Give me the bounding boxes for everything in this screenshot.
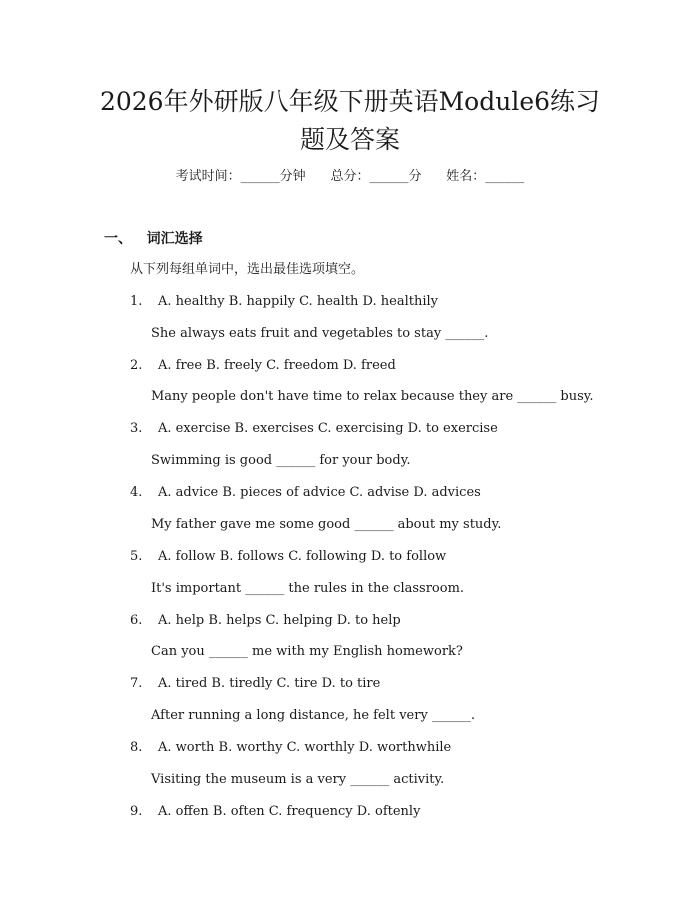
- question-sentence: After running a long distance, he felt very ______.: [151, 708, 476, 723]
- question-number: 9.: [130, 804, 143, 819]
- question-sentence: It's important ______ the rules in the classroom.: [151, 581, 465, 596]
- section-heading: [104, 229, 203, 249]
- question-number: 6.: [130, 613, 143, 628]
- question-number: 4.: [130, 485, 143, 500]
- section-number: 一、: [104, 231, 132, 247]
- question-options: [130, 547, 446, 567]
- question-sentence: Swimming is good ______ for your body.: [151, 453, 411, 468]
- question-options: [130, 674, 380, 694]
- document-title-line1: 2026年外研版八年级下册英语Module6练习: [99, 87, 601, 116]
- question-options-text: A. worth B. worthy C. worthly D. worthwhile: [158, 740, 452, 755]
- question-sentence: Many people don't have time to relax because they are ______ busy.: [151, 389, 594, 404]
- question-options: [130, 292, 438, 312]
- question-sentence: My father gave me some good ______ about my study.: [151, 517, 502, 532]
- question-options-text: A. advice B. pieces of advice C. advise D. advices: [158, 485, 481, 500]
- question-sentence: She always eats fruit and vegetables to stay ______.: [151, 326, 489, 341]
- question-options: [130, 738, 451, 758]
- exam-name-label: 姓名：______: [446, 169, 525, 184]
- question-number: 2.: [130, 358, 143, 373]
- question-options: [130, 802, 420, 822]
- question-number: 5.: [130, 549, 143, 564]
- question-number: 3.: [130, 421, 143, 436]
- question-options: [130, 483, 481, 503]
- question-options-text: A. help B. helps C. helping D. to help: [158, 613, 401, 628]
- question-options-text: A. tired B. tiredly C. tire D. to tire: [158, 676, 381, 691]
- question-options-text: A. follow B. follows C. following D. to follow: [158, 549, 447, 564]
- question-options-text: A. free B. freely C. freedom D. freed: [158, 358, 396, 373]
- question-options-text: A. healthy B. happily C. health D. healthily: [158, 294, 438, 309]
- question-options-text: A. offen B. often C. frequency D. oftenly: [158, 804, 421, 819]
- exam-meta: [0, 167, 700, 187]
- exam-score-label: 总分：______分: [330, 169, 422, 184]
- question-options: [130, 356, 396, 376]
- exam-time-label: 考试时间：______分钟: [175, 169, 306, 184]
- question-number: 7.: [130, 676, 143, 691]
- question-sentence: Can you ______ me with my English homework?: [151, 644, 463, 659]
- document-title-line2: 题及答案: [299, 125, 400, 154]
- question-options: [130, 419, 498, 439]
- question-options-text: A. exercise B. exercises C. exercising D. to exercise: [158, 421, 498, 436]
- question-number: 1.: [130, 294, 143, 309]
- question-number: 8.: [130, 740, 143, 755]
- section-instruction: 从下列每组单词中，选出最佳选项填空。: [130, 262, 365, 277]
- question-options: [130, 611, 401, 631]
- question-sentence: Visiting the museum is a very ______ activity.: [151, 772, 445, 787]
- section-title: 词汇选择: [146, 231, 203, 247]
